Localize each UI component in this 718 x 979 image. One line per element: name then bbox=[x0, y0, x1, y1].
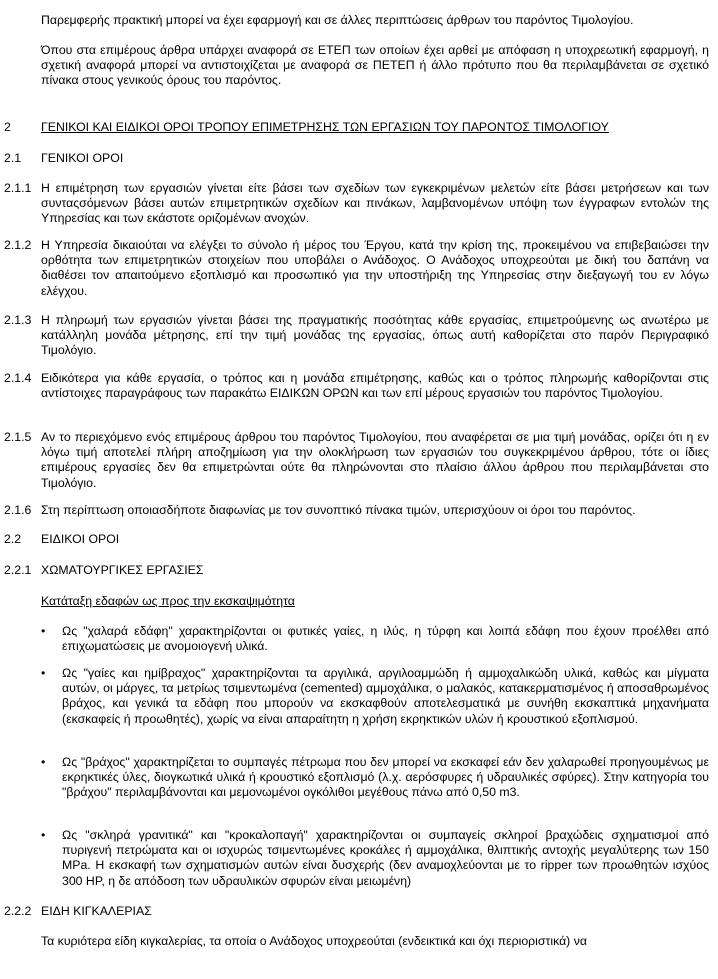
section-2-2-2-heading: ΕΙΔΗ ΚΙΓΚΑΛΕΡΙΑΣ bbox=[41, 904, 152, 918]
section-2-number: 2 bbox=[4, 120, 11, 134]
clause-number: 2.1.1 bbox=[4, 181, 32, 195]
bullet-icon: • bbox=[41, 666, 46, 680]
bullet-item: Ως "γαίες και ημίβραχος" χαρακτηρίζονται τα αργιλικά, αργιλοαμμώδη ή αμμοχαλικώδη υλικά, καθώς και μίγματα αυτών, οι μάργες, τα μετρίως τσιμεντωμένα (cemented) αμμοχάλικα, ο μαλακός, κατακερματισμένος ή αποσαθρωμένος βράχος, και γενικά τα εδάφη που μπορούν να εκσκαφθούν αποτελεσματικά με συνήθη εκσκαπτικά μηχανήματα (εκσκαφείς ή προωθητές), χωρίς να είναι απαραίτητη η χρήση εκρηκτικών υλών ή κρουστικού εξοπλισμού. bbox=[62, 666, 709, 726]
clause-number: 2.1.5 bbox=[4, 430, 32, 444]
bullet-item: Ως "σκληρά γρανιτικά" και "κροκαλοπαγή" χαρακτηρίζονται οι συμπαγείς σκληροί βραχώδεις σχηματισμοί από πυριγενή πετρώματα και οι ισχυρώς τσιμεντωμένες κροκάλες ή αμμοχάλικα, θλιπτικής αντοχής μεγαλύτερης των 150 MPa. Η εκσκαφή των σχηματισμών αυτών είναι δυσχερής (δεν αναμοχλεύονται με το ripper των προωθητών ισχύος 300 HP, η δε απόδοση των υδραυλικών σφυρών είναι μειωμένη) bbox=[62, 828, 709, 888]
section-2-1-heading: ΓΕΝΙΚΟΙ ΟΡΟΙ bbox=[41, 151, 124, 165]
clause-number: 2.1.2 bbox=[4, 238, 32, 252]
intro-paragraph-1: Παρεμφερής πρακτική μπορεί να έχει εφαρμογή και σε άλλες περιπτώσεις άρθρων του παρόντος Τιμολογίου. bbox=[41, 13, 634, 27]
bullet-item: Ως "βράχος" χαρακτηρίζεται το συμπαγές πέτρωμα που δεν μπορεί να εκσκαφεί εάν δεν χαλαρωθεί προηγουμένως με εκρηκτικές ύλες, διογκωτικά υλικά ή κρουστικό εξοπλισμό (λ.χ. αερόσφυρες ή υδραυλικές σφύρες). Στην κατηγορία του "βράχου" περιλαμβάνονται και μεμονωμένοι ογκόλιθοι μεγέθους πάνω από 0,50 m3. bbox=[62, 755, 709, 800]
soil-classification-subtitle: Κατάταξη εδαφών ως προς την εκσκαψιμότητα bbox=[41, 594, 295, 608]
clause-text: Η επιμέτρηση των εργασιών γίνεται είτε βάσει των σχεδίων των εγκεκριμένων μελετών είτε βάσει μετρήσεων και των συνταςσόμενων βάσει αυτών επιμετρητικών σχεδίων και πινάκων, λαμβανομένων υπόψη των έγγραφων εντολών της Υπηρεσίας και των εκάστοτε οριζομένων ανοχών. bbox=[41, 181, 709, 226]
section-2-2-2-text: Τα κυριότερα είδη κιγκαλερίας, τα οποία ο Ανάδοχος υποχρεούται (ενδεικτικά και όχι περιοριστικά) να bbox=[41, 934, 587, 948]
section-2-heading: ΓΕΝΙΚΟΙ ΚΑΙ ΕΙΔΙΚΟΙ ΟΡΟΙ ΤΡΟΠΟΥ ΕΠΙΜΕΤΡΗΣΗΣ ΤΩΝ ΕΡΓΑΣΙΩΝ ΤΟΥ ΠΑΡΟΝΤΟΣ ΤΙΜΟΛΟΓΙΟΥ bbox=[41, 120, 609, 134]
clause-number: 2.1.4 bbox=[4, 371, 32, 385]
clause-text: Η Υπηρεσία δικαιούται να ελέγξει το σύνολο ή μέρος του Έργου, κατά την κρίση της, προκειμένου να επιβεβαιώσει την ορθότητα των επιμετρητικών στοιχείων που υποβάλει ο Ανάδοχος. Ο Ανάδοχος υποχρεούται με δική του δαπάνη να διαθέσει τον απαιτούμενο εξοπλισμό και προσωπικό για την υποστήριξη της Υπηρεσίας στην διεξαγωγή του εν λόγω ελέγχου. bbox=[41, 238, 709, 298]
bullet-icon: • bbox=[41, 755, 46, 769]
clause-number: 2.1.6 bbox=[4, 503, 32, 517]
clause-text: Ειδικότερα για κάθε εργασία, ο τρόπος και η μονάδα επιμέτρησης, καθώς και ο τρόπος πληρωμής καθορίζονται στις αντίστοιχες παραγράφους των παρακάτω ΕΙΔΙΚΩΝ ΟΡΩΝ και των επί μέρους εργασιών του παρόντος Τιμολογίου. bbox=[41, 371, 709, 401]
section-2-2-1-number: 2.2.1 bbox=[4, 563, 32, 577]
clause-text: Στη περίπτωση οποιασδήποτε διαφωνίας με τον συνοπτικό πίνακα τιμών, υπερισχύουν οι όροι του παρόντος. bbox=[41, 503, 636, 517]
section-2-1-number: 2.1 bbox=[4, 151, 22, 165]
bullet-item: Ως "χαλαρά εδάφη" χαρακτηρίζονται οι φυτικές γαίες, η ιλύς, η τύρφη και λοιπά εδάφη που έχουν προέλθει από επιχωματώσεις με ανομοιογενή υλικά. bbox=[62, 624, 709, 654]
bullet-icon: • bbox=[41, 624, 46, 638]
section-2-2-1-heading: ΧΩΜΑΤΟΥΡΓΙΚΕΣ ΕΡΓΑΣΙΕΣ bbox=[41, 563, 204, 577]
section-2-2-2-number: 2.2.2 bbox=[4, 904, 32, 918]
section-2-2-number: 2.2 bbox=[4, 532, 22, 546]
clause-text: Η πληρωμή των εργασιών γίνεται βάσει της πραγματικής ποσότητας κάθε εργασίας, επιμετρούμενης ως ανωτέρω με κατάλληλη μονάδα μέτρησης, επί την τιμή μονάδας της εργασίας, όπως αυτή καθορίζεται στο παρόν Περιγραφικό Τιμολόγιο. bbox=[41, 313, 709, 358]
clause-number: 2.1.3 bbox=[4, 313, 32, 327]
bullet-icon: • bbox=[41, 828, 46, 842]
clause-text: Αν το περιεχόμενο ενός επιμέρους άρθρου του παρόντος Τιμολογίου, που αναφέρεται σε μια τιμή μονάδας, ορίζει ότι η εν λόγω τιμή αποτελεί πλήρη αποζημίωση για την ολοκλήρωση των εργασιών του συγκεκριμένου άρθρου, τότε οι ίδιες επιμέρους εργασίες δεν θα επιμετρώνται ούτε θα πληρώνονται στο πλαίσιο άλλου άρθρου που περιλαμβάνεται στο Τιμολόγιο. bbox=[41, 430, 709, 490]
intro-paragraph-2: Όπου στα επιμέρους άρθρα υπάρχει αναφορά σε ΕΤΕΠ των οποίων έχει αρθεί με απόφαση η υποχρεωτική εφαρμογή, η σχετική αναφορά μπορεί να αντιστοιχίζεται με αναφορά σε ΠΕΤΕΠ ή άλλο πρότυπο που θα περιλαμβάνεται σε σχετικό πίνακα στους γενικούς όρους του παρόντος. bbox=[41, 43, 709, 88]
section-2-2-heading: ΕΙΔΙΚΟΙ ΟΡΟΙ bbox=[41, 532, 120, 546]
